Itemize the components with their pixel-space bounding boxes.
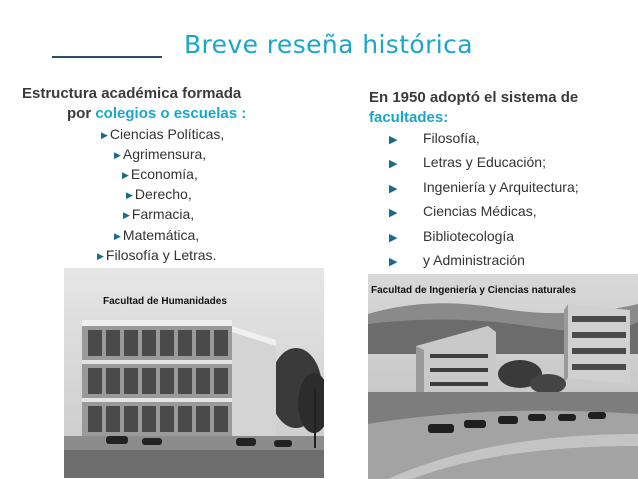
bullet-icon: ▶ (389, 134, 398, 146)
slide-title: Breve reseña histórica (184, 30, 474, 59)
list-item-label: Economía, (130, 166, 198, 182)
title-rule (52, 56, 162, 58)
list-item (389, 151, 579, 175)
bullet-icon: ▶ (389, 256, 398, 269)
list-item (114, 226, 199, 245)
list-item (101, 125, 224, 144)
list-item-label: Ciencias Políticas, (109, 126, 225, 142)
bullet-icon: ▶ (123, 210, 130, 220)
list-item-label: Bibliotecología (423, 227, 515, 244)
humanidades-caption: Facultad de Humanidades (103, 296, 227, 307)
left-heading-highlight: colegios o escuelas : (95, 105, 247, 122)
list-item-label: Farmacia, (131, 206, 195, 222)
bullet-icon: ▶ (101, 130, 108, 140)
list-item-label: Ingeniería y Arquitectura; (423, 178, 579, 195)
bullet-icon: ▶ (126, 190, 133, 200)
bullet-icon: ▶ (389, 207, 398, 220)
list-item (389, 249, 579, 273)
list-item-label: Derecho, (134, 186, 192, 202)
list-item-label: Matemática, (122, 227, 200, 243)
list-item-label: Letras y Educación; (423, 154, 546, 171)
bullet-icon: ▶ (122, 170, 129, 180)
list-item-label: Filosofía, (423, 130, 480, 146)
list-item (114, 145, 206, 164)
list-item (389, 176, 579, 200)
list-item-label: Filosofía y Letras. (105, 247, 217, 263)
right-heading (369, 88, 631, 128)
list-item (389, 200, 579, 224)
facultades-list (389, 127, 579, 273)
ingenieria-photo (368, 274, 638, 479)
list-item-label: Ciencias Médicas, (423, 203, 537, 220)
list-item (97, 246, 216, 265)
bullet-icon: ▶ (389, 182, 398, 195)
ingenieria-caption: Facultad de Ingeniería y Ciencias naturales (371, 285, 577, 296)
bullet-icon: ▶ (97, 251, 104, 261)
list-item (389, 225, 579, 249)
right-heading-line2: facultades: (369, 109, 449, 126)
bullet-icon: ▶ (114, 231, 121, 241)
list-item (126, 185, 192, 204)
list-item-label: y Administración (423, 252, 525, 269)
list-item (389, 127, 579, 151)
bullet-icon: ▶ (389, 158, 398, 171)
left-heading-prefix: por (67, 105, 96, 122)
list-item (122, 165, 198, 184)
left-heading (22, 84, 322, 124)
bullet-icon: ▶ (114, 150, 121, 160)
bullet-icon: ▶ (389, 231, 398, 244)
left-heading-line2 (22, 104, 322, 124)
left-heading-line1: Estructura académica formada (22, 85, 242, 102)
list-item-label: Agrimensura, (122, 146, 207, 162)
list-item (123, 205, 194, 224)
right-heading-line1: En 1950 adoptó el sistema de (369, 89, 579, 106)
